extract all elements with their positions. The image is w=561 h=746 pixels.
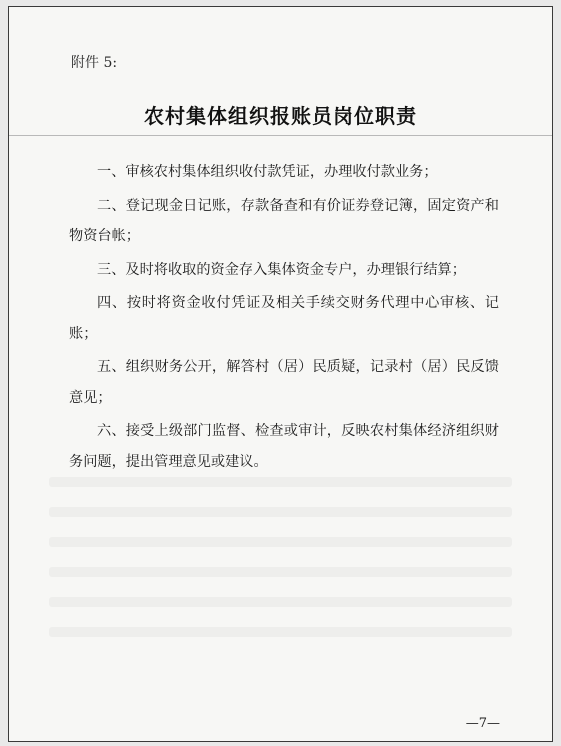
duty-item: 三、及时将收取的资金存入集体资金专户，办理银行结算； bbox=[97, 261, 466, 278]
bleed-through-mark bbox=[49, 567, 512, 577]
page-fold-line bbox=[9, 135, 552, 136]
duty-item: 一、审核农村集体组织收付款凭证，办理收付款业务； bbox=[97, 164, 438, 180]
page-number: —7— bbox=[465, 716, 500, 731]
annex-label: 附件 5: bbox=[71, 55, 118, 71]
bleed-through-mark bbox=[49, 537, 512, 547]
duty-item: 五、组织财务公开，解答村（居）民质疑，记录村（居）民反馈意见； bbox=[69, 359, 499, 406]
document-page bbox=[8, 6, 553, 742]
duties-list bbox=[69, 157, 499, 480]
duty-item: 四、按时将资金收付凭证及相关手续交财务代理中心审核、记账； bbox=[69, 295, 499, 342]
bleed-through-mark bbox=[49, 507, 512, 517]
document-title: 农村集体组织报账员岗位职责 bbox=[144, 104, 417, 128]
duty-item: 六、接受上级部门监督、检查或审计，反映农村集体经济组织财务问题，提出管理意见或建议。 bbox=[69, 423, 499, 470]
duty-item: 二、登记现金日记账，存款备查和有价证券登记簿，固定资产和物资台帐； bbox=[69, 197, 499, 244]
bleed-through-mark bbox=[49, 597, 512, 607]
bleed-through-mark bbox=[49, 627, 512, 637]
